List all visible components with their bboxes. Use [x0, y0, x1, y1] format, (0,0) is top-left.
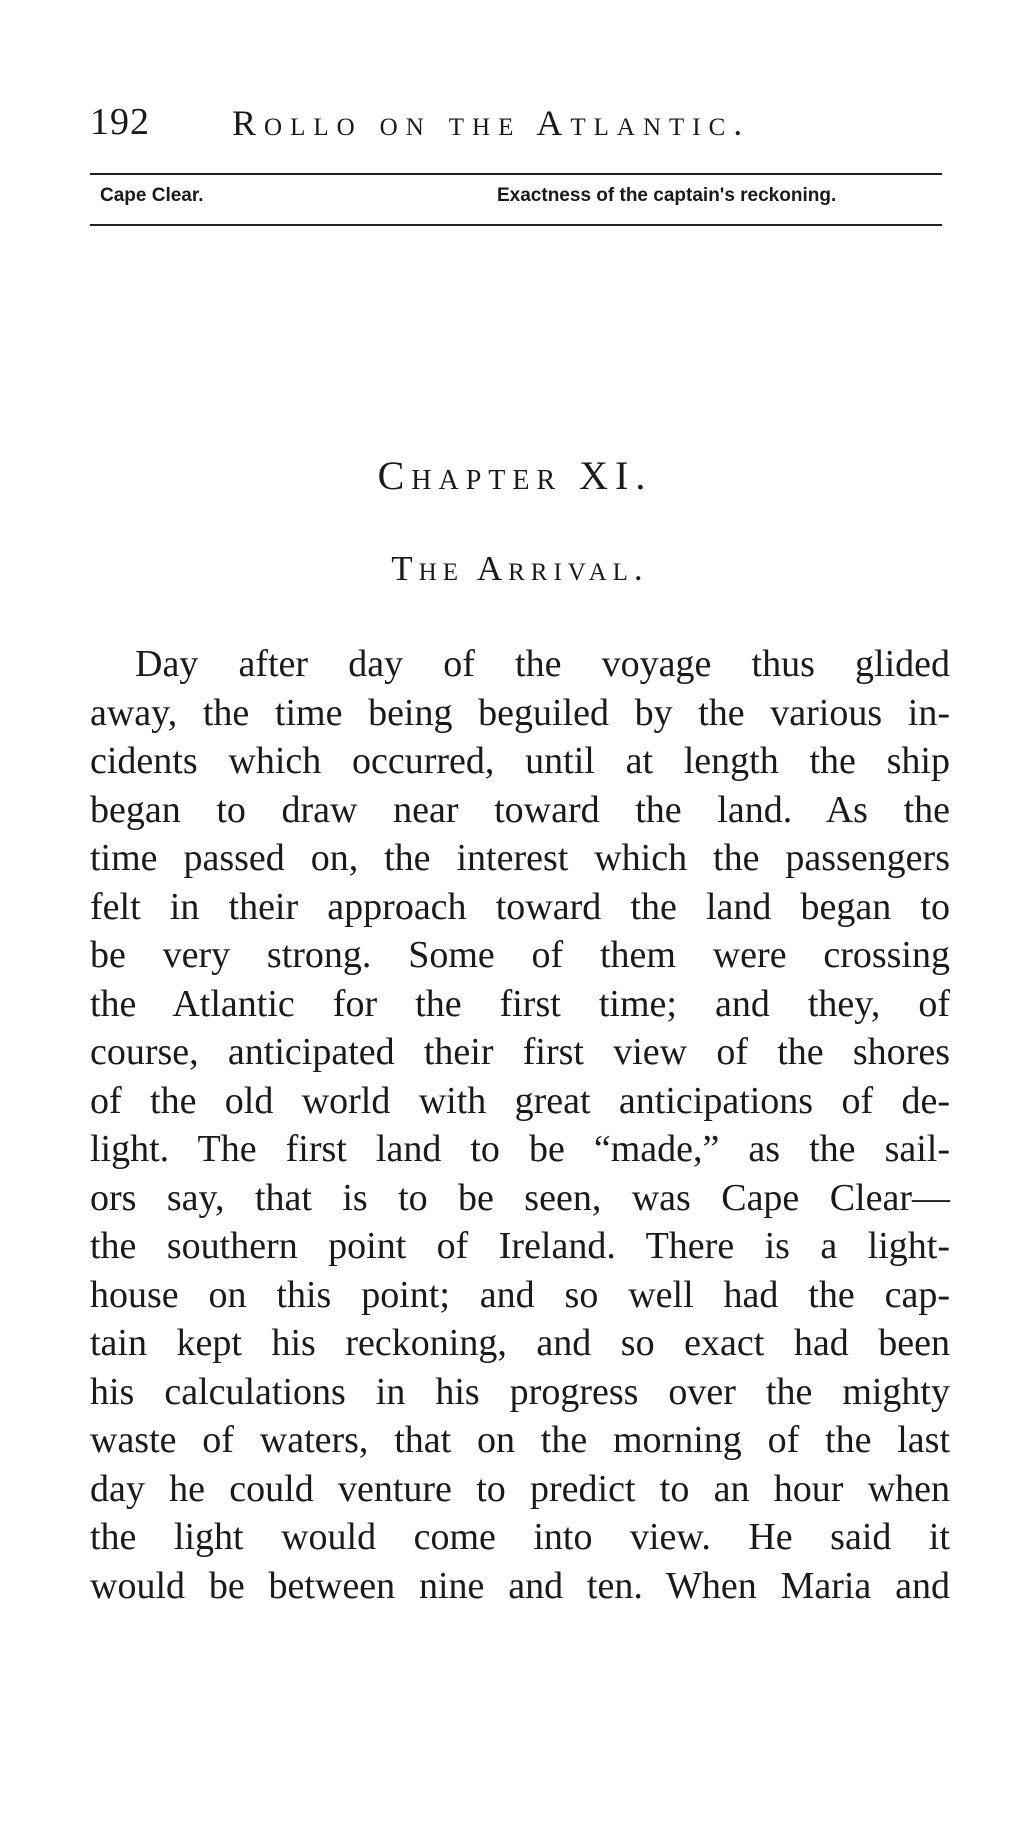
- text-line: house on this point; and so well had the cap-: [90, 1273, 950, 1316]
- text-line: cidents which occurred, until at length the ship: [90, 740, 950, 782]
- text-line: of the old world with great anticipations of de-: [90, 1079, 950, 1122]
- text-line: time passed on, the interest which the passengers: [90, 837, 950, 879]
- chapter-heading: Chapter XI.: [377, 453, 653, 498]
- text-line: would be between nine and ten. When Maria and: [90, 1564, 950, 1607]
- book-title: Rollo on the Atlantic.: [232, 103, 751, 143]
- text-line: began to draw near toward the land. As the: [90, 788, 950, 831]
- header-rule-bottom: [90, 224, 942, 226]
- text-line: light. The first land to be “made,” as the sail-: [90, 1128, 950, 1170]
- chapter-title: The Arrival.: [391, 549, 649, 588]
- body-paragraph: [90, 640, 950, 1610]
- text-line: the southern point of Ireland. There is a light-: [90, 1225, 950, 1267]
- text-line: Day after day of the voyage thus glided: [135, 643, 950, 685]
- page-subhead-left: Cape Clear.: [100, 185, 204, 206]
- text-line: the Atlantic for the first time; and they, of: [90, 982, 950, 1025]
- text-line: waste of waters, that on the morning of the last: [90, 1419, 950, 1461]
- page-subhead-right: Exactness of the captain's reckoning.: [497, 185, 837, 206]
- text-line: his calculations in his progress over the mighty: [90, 1370, 950, 1413]
- text-line: day he could venture to predict to an hour when: [90, 1467, 950, 1510]
- text-line: be very strong. Some of them were crossing: [90, 934, 950, 976]
- page-number: 192: [90, 101, 150, 143]
- text-line: the light would come into view. He said it: [90, 1516, 950, 1558]
- text-line: course, anticipated their first view of the shores: [90, 1031, 950, 1073]
- text-line: away, the time being beguiled by the various in-: [90, 691, 950, 734]
- text-line: tain kept his reckoning, and so exact had been: [90, 1322, 950, 1364]
- text-line: ors say, that is to be seen, was Cape Clear—: [90, 1176, 950, 1219]
- running-head: [90, 100, 940, 150]
- text-line: felt in their approach toward the land began to: [90, 885, 950, 928]
- header-rule-top: [90, 173, 942, 175]
